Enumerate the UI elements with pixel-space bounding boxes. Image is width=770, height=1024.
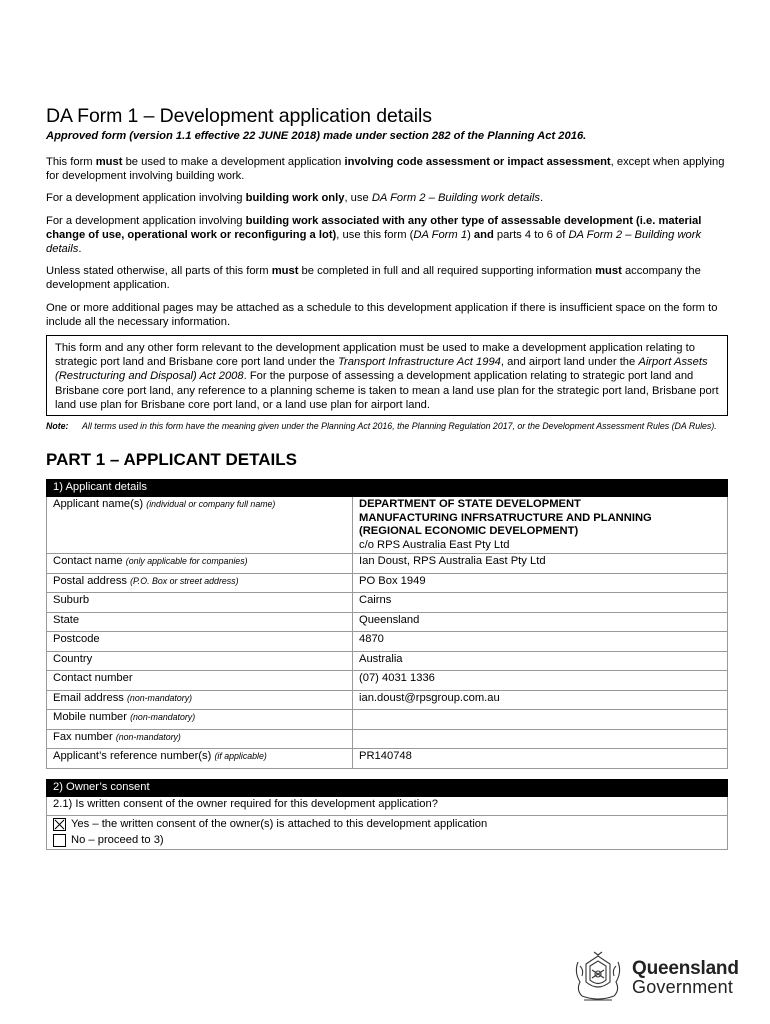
table-row bbox=[47, 796, 728, 816]
table-row bbox=[47, 632, 728, 652]
fax-field[interactable] bbox=[353, 729, 728, 749]
fax-label: Fax number (non-mandatory) bbox=[47, 729, 353, 749]
no-label: No – proceed to 3) bbox=[71, 833, 164, 846]
yes-label: Yes – the written consent of the owner(s) is attached to this development application bbox=[71, 818, 488, 831]
postal-address-field[interactable]: PO Box 1949 bbox=[353, 573, 728, 593]
contact-name-field[interactable]: Ian Doust, RPS Australia East Pty Ltd bbox=[353, 554, 728, 574]
postal-address-label: Postal address (P.O. Box or street address) bbox=[47, 573, 353, 593]
mobile-field[interactable] bbox=[353, 710, 728, 730]
suburb-label: Suburb bbox=[47, 593, 353, 613]
page-subtitle: Approved form (version 1.1 effective 22 JUNE 2018) made under section 282 of the Planning Act 2016. bbox=[46, 130, 587, 142]
state-field[interactable]: Queensland bbox=[353, 612, 728, 632]
country-field[interactable]: Australia bbox=[353, 651, 728, 671]
intro-paragraph-5: One or more additional pages may be attached as a schedule to this development application if there is insufficient space on the form to include all the necessary information. bbox=[46, 301, 718, 328]
queensland-crest-icon bbox=[568, 950, 628, 1006]
table-row bbox=[47, 593, 728, 613]
form-page bbox=[46, 104, 728, 850]
table-row bbox=[47, 612, 728, 632]
owners-consent-title: 2) Owner’s consent bbox=[47, 779, 728, 796]
contact-number-label: Contact number bbox=[47, 671, 353, 691]
intro-paragraph-3: For a development application involving building work associated with any other type of assessable development (i.e. material change of use, operational work or reconfiguring a lot), use this form (DA Form 1) and parts 4 to 6 of DA Form 2 – Building work details. bbox=[46, 214, 702, 256]
state-label: State bbox=[47, 612, 353, 632]
country-label: Country bbox=[47, 651, 353, 671]
table-row bbox=[47, 651, 728, 671]
table-row bbox=[47, 497, 728, 554]
contact-number-field[interactable]: (07) 4031 1336 bbox=[353, 671, 728, 691]
contact-name-label: Contact name (only applicable for companies) bbox=[47, 554, 353, 574]
logo-line-2: Government bbox=[632, 977, 734, 997]
consent-yes-option[interactable] bbox=[53, 818, 721, 832]
table-row bbox=[47, 710, 728, 730]
postcode-field[interactable]: 4870 bbox=[353, 632, 728, 652]
table-row bbox=[47, 749, 728, 769]
email-label: Email address (non-mandatory) bbox=[47, 690, 353, 710]
applicant-details-header bbox=[47, 480, 728, 497]
reference-number-field[interactable]: PR140748 bbox=[353, 749, 728, 769]
postcode-label: Postcode bbox=[47, 632, 353, 652]
table-row bbox=[47, 573, 728, 593]
no-checkbox[interactable] bbox=[53, 834, 66, 847]
email-field[interactable]: ian.doust@rpsgroup.com.au bbox=[353, 690, 728, 710]
yes-checkbox[interactable] bbox=[53, 818, 66, 831]
applicant-name-label: Applicant name(s) (individual or company full name) bbox=[47, 497, 353, 554]
consent-no-option[interactable] bbox=[53, 834, 721, 848]
applicant-details-table bbox=[46, 479, 728, 769]
applicant-details-title: 1) Applicant details bbox=[47, 480, 728, 497]
intro-paragraph-2: For a development application involving building work only, use DA Form 2 – Building work details. bbox=[46, 192, 544, 205]
port-land-notice-box: This form and any other form relevant to the development application must be used to make a development application relating to strategic port land and Brisbane core port land under the Transport Infrastructure Act 1994, and airport land under the Airport Assets (Restructuring and Disposal) Act 2008. For the purpose of assessing a development application relating to strategic port land and Brisbane core port land, any reference to a planning scheme is taken to mean a land use plan for the strategic port land, Brisbane port land use plan for Brisbane core port land, or a land use plan for airport land. bbox=[46, 335, 728, 416]
table-row bbox=[47, 554, 728, 574]
applicant-name-field[interactable]: DEPARTMENT OF STATE DEVELOPMENT MANUFACTURING INFRSATRUCTURE AND PLANNING (REGIONAL ECONOMIC DEVELOPMENT) c/o RPS Australia East Pty Ltd bbox=[353, 497, 728, 554]
logo-line-1: Queensland bbox=[632, 958, 739, 979]
page-title: DA Form 1 – Development application details bbox=[46, 105, 432, 127]
mobile-label: Mobile number (non-mandatory) bbox=[47, 710, 353, 730]
note-text: All terms used in this form have the meaning given under the Planning Act 2016, the Planning Regulation 2017, or the Development Assessment Rules (DA Rules). bbox=[82, 421, 717, 432]
table-row bbox=[47, 690, 728, 710]
queensland-government-logo bbox=[568, 950, 740, 1006]
definitions-note bbox=[46, 421, 728, 432]
table-row bbox=[47, 671, 728, 691]
reference-number-label: Applicant’s reference number(s) (if applicable) bbox=[47, 749, 353, 769]
suburb-field[interactable]: Cairns bbox=[353, 593, 728, 613]
owners-consent-table bbox=[46, 779, 728, 851]
part-1-heading: PART 1 – APPLICANT DETAILS bbox=[46, 450, 297, 470]
intro-paragraph-4: Unless stated otherwise, all parts of this form must be completed in full and all required supporting information must accompany the development application. bbox=[46, 265, 701, 292]
consent-options bbox=[47, 816, 728, 850]
note-label: Note: bbox=[46, 421, 69, 432]
logo-wordmark bbox=[632, 959, 739, 997]
intro-paragraph-1: This form must be used to make a development application involving code assessment or impact assessment, except when applying for development involving building work. bbox=[46, 156, 725, 183]
owners-consent-header bbox=[47, 779, 728, 796]
consent-question: 2.1) Is written consent of the owner required for this development application? bbox=[47, 796, 728, 816]
table-row bbox=[47, 729, 728, 749]
table-row bbox=[47, 816, 728, 850]
